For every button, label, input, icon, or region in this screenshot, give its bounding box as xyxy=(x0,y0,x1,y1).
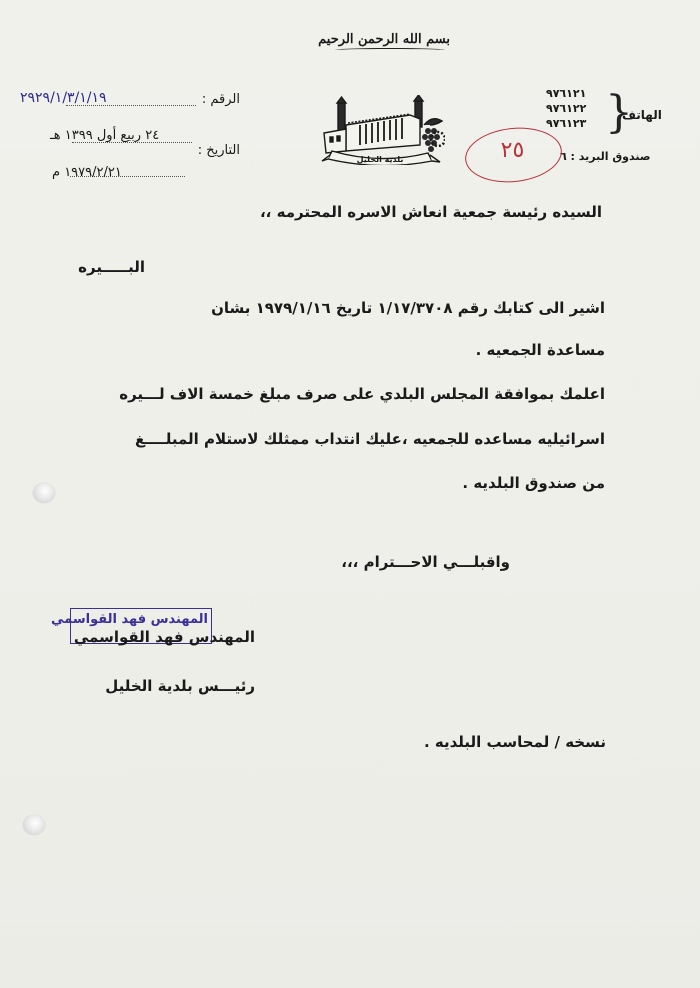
punch-hole-icon xyxy=(23,815,45,835)
punch-hole-icon xyxy=(33,483,55,503)
municipality-building-emblem-icon xyxy=(320,95,445,165)
signatory-title: رئيـــس بلدية الخليل xyxy=(105,677,255,695)
basmala-flourish xyxy=(335,48,445,52)
basmala-header: بسم الله الرحمن الرحيم xyxy=(318,32,450,47)
brace-icon: } xyxy=(605,87,633,138)
hijri-date: ٢٤ ربيع أول ١٣٩٩ هـ xyxy=(50,128,160,143)
phone-number-3: ٩٧٦١٢٣ xyxy=(546,117,587,130)
reference-number: ٢٩٢٩/١/٣/١/١٩ xyxy=(20,90,107,106)
paragraph2-line3: من صندوق البلديه . xyxy=(462,474,605,492)
closing-line: واقبلـــي الاحـــترام ،،، xyxy=(341,553,510,571)
paragraph2-line1: اعلمك بموافقة المجلس البلدي على صرف مبلغ خمسة الاف لـــيره xyxy=(119,385,605,403)
paragraph2-line2: اسرائيليه مساعده للجمعيه ،عليك انتداب ممثلك لاستلام المبلــــغ xyxy=(134,430,605,448)
paragraph1-line2: مساعدة الجمعيه . xyxy=(475,341,605,359)
location-line: البـــــيره xyxy=(78,258,145,276)
phone-number-2: ٩٧٦١٢٢ xyxy=(546,102,587,115)
gregorian-date: ١٩٧٩/٢/٢١ م xyxy=(52,165,122,180)
signature-stamp-text: المهندس فهد القواسمي xyxy=(51,612,208,627)
po-box: صندوق البريد : ٦ xyxy=(560,150,651,163)
red-annotation-number: ٢٥ xyxy=(500,138,525,163)
signatory-name: المهندس فهد القواسمي xyxy=(73,628,255,646)
cc-line: نسخه / لمحاسب البلديه . xyxy=(423,733,606,751)
svg-text:بلدية الخليل: بلدية الخليل xyxy=(356,155,404,164)
phone-numbers xyxy=(546,86,586,131)
reference-label: الرقم : xyxy=(201,92,240,107)
addressee-line: السيده رئيسة جمعية انعاش الاسره المحترمه ،، xyxy=(259,203,602,221)
phone-number-1: ٩٧٦١٢١ xyxy=(546,87,587,100)
paragraph1-line1: اشير الى كتابك رقم ١/١٧/٣٧٠٨ تاريخ ١٩٧٩/١/١٦ بشان xyxy=(211,299,605,317)
date-label: التاريخ : xyxy=(197,143,240,158)
phone-label: الهاتف xyxy=(622,108,662,122)
